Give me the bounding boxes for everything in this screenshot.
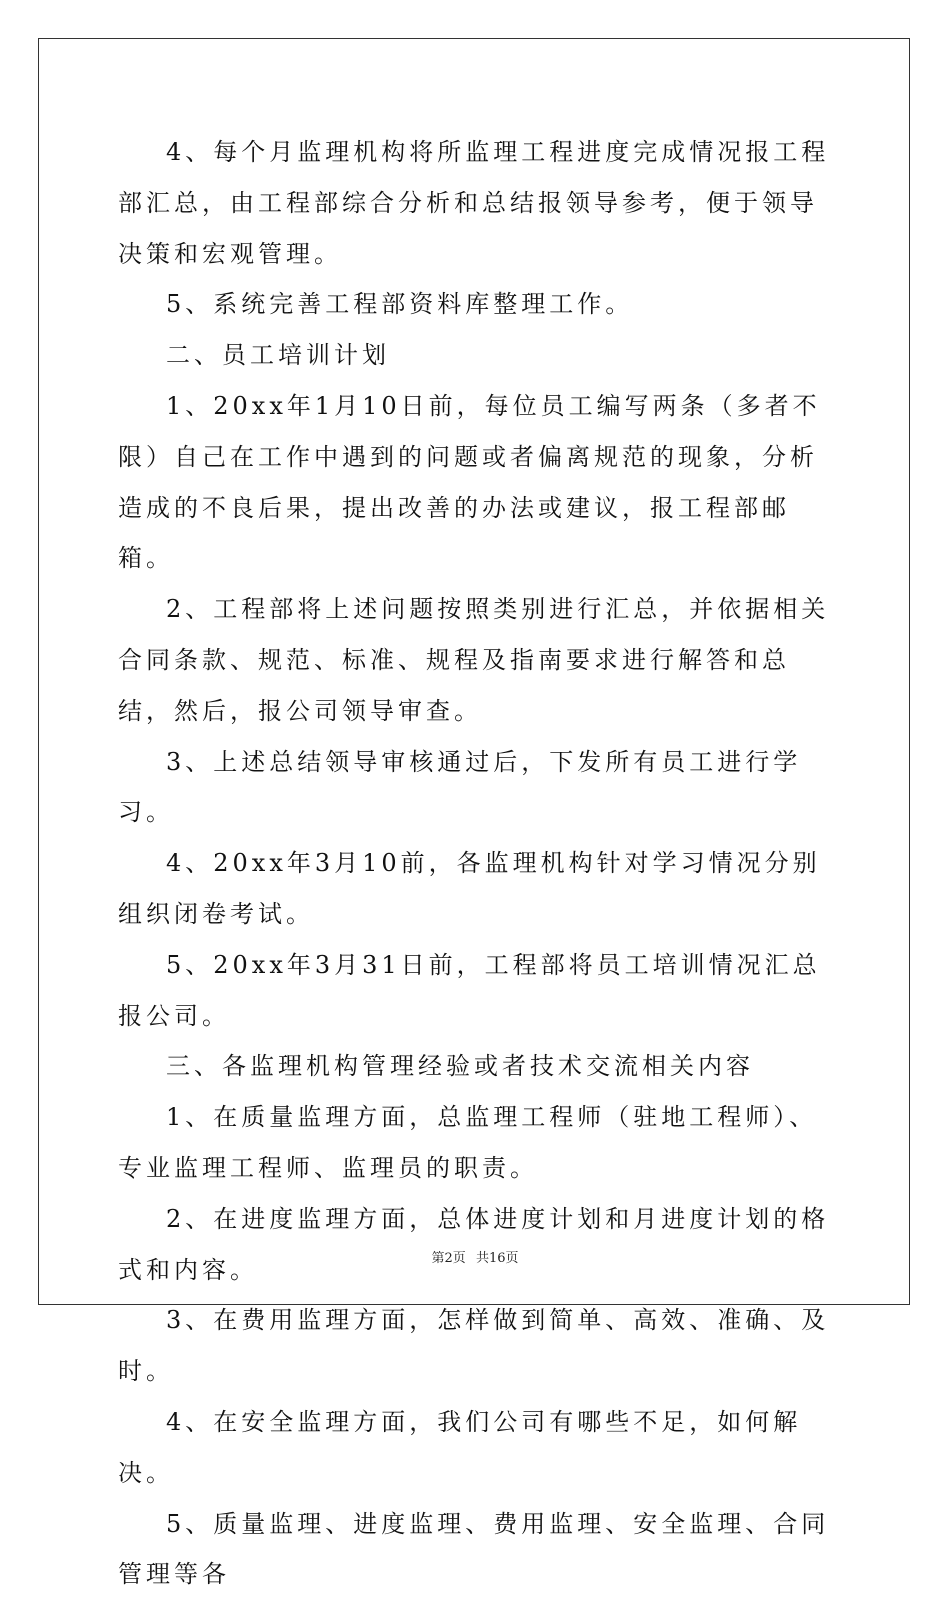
paragraph: 1、在质量监理方面，总监理工程师（驻地工程师）、专业监理工程师、监理员的职责。 (118, 1103, 818, 1182)
paragraph: 5、质量监理、进度监理、费用监理、安全监理、合同管理等各 (118, 1509, 830, 1589)
paragraph: 4、20xx年3月10前，各监理机构针对学习情况分别组织闭卷考试。 (118, 849, 821, 928)
paragraph: 4、在安全监理方面，我们公司有哪些不足，如何解决。 (118, 1407, 802, 1487)
page-number: 第2页 (431, 1251, 466, 1266)
paragraph: 3、上述总结领导审核通过后，下发所有员工进行学习。 (118, 747, 802, 827)
paragraph: 3、在费用监理方面，怎样做到简单、高效、准确、及时。 (118, 1306, 830, 1386)
page-footer (0, 1247, 950, 1266)
paragraph: 2、工程部将上述问题按照类别进行汇总，并依据相关合同条款、规范、标准、规程及指南要求进行解答和总结，然后，报公司领导审查。 (118, 595, 830, 725)
paragraph: 1、20xx年1月10日前，每位员工编写两条（多者不限）自己在工作中遇到的问题或者偏离规范的现象，分析造成的不良后果，提出改善的办法或建议，报工程部邮箱。 (118, 391, 821, 573)
section-heading: 三、各监理机构管理经验或者技术交流相关内容 (166, 1052, 754, 1081)
paragraph: 4、每个月监理机构将所监理工程进度完成情况报工程部汇总，由工程部综合分析和总结报领导参考，便于领导决策和宏观管理。 (118, 138, 830, 268)
paragraph: 2、在进度监理方面，总体进度计划和月进度计划的格式和内容。 (118, 1204, 830, 1284)
page-total: 共16页 (475, 1251, 519, 1266)
document-body (118, 127, 842, 1600)
paragraph: 5、系统完善工程部资料库整理工作。 (166, 290, 634, 319)
paragraph: 5、20xx年3月31日前，工程部将员工培训情况汇总报公司。 (118, 950, 821, 1030)
section-heading: 二、员工培训计划 (166, 341, 390, 370)
